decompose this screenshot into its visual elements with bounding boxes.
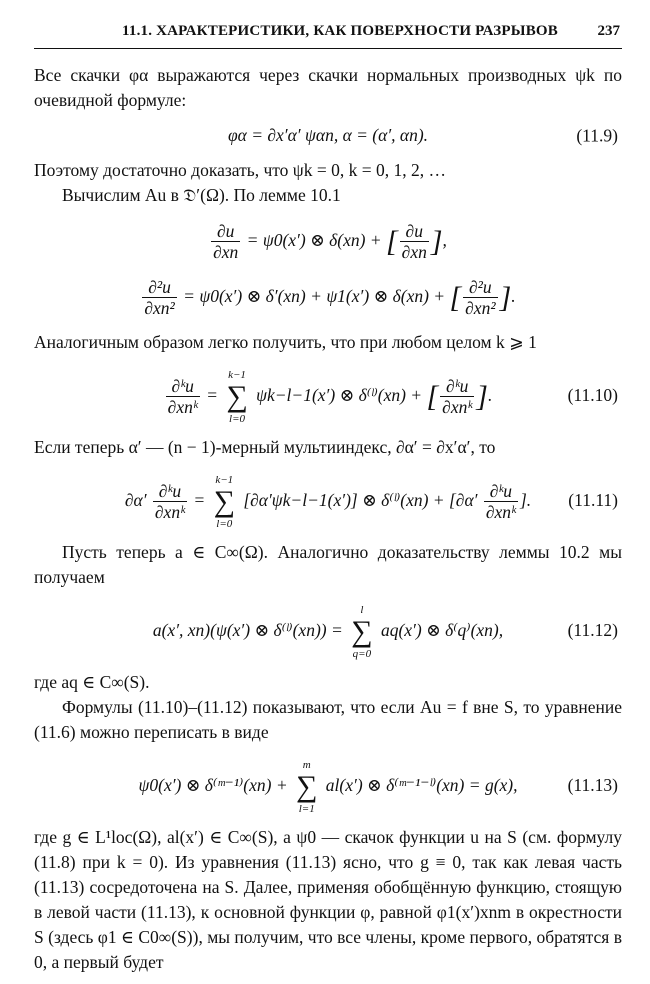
eq-11-12-sum-lower: q=0	[352, 647, 372, 660]
eq-11-13-sum-lower: l=1	[298, 802, 315, 815]
equation-11-11-tag: (11.11)	[568, 490, 618, 510]
du-bracket-denominator: ∂xn	[401, 242, 427, 263]
eq-11-11-lhs-fraction	[153, 481, 187, 522]
d2u-bracket-numerator: ∂²u	[463, 277, 497, 298]
paragraph-2: Поэтому достаточно доказать, что ψk = 0, k = 0, 1, 2, …	[34, 160, 446, 180]
eq-11-10-bracket-numerator: ∂ᵏu	[440, 376, 474, 397]
eq-11-10-sum	[226, 368, 247, 426]
eq-11-11-bracket-denominator: ∂xnᵏ	[485, 502, 516, 523]
eq-11-12-sum	[351, 603, 372, 661]
equation-du: $\frac{\partial u}{\partial xn}$ = ψ0(x′) ⊗ δ(xn) + [ $\frac{\partial u}{\partial xn}$ ],	[213, 221, 447, 263]
paragraph-3: Вычислим Au в 𝔇′(Ω). По лемме 10.1	[62, 185, 341, 205]
du-bracket-fraction	[400, 221, 429, 262]
eq-11-11-sum-lower: l=0	[216, 517, 233, 530]
d2u-lhs-denominator: ∂xn²	[144, 298, 175, 319]
d2u-rhs: = ψ0(x′) ⊗ δ′(xn) + ψ1(x′) ⊗ δ(xn) +	[183, 286, 450, 306]
paragraph-1: Все скачки φα выражаются через скачки нормальных производных ψk по очевидной формуле:	[34, 65, 622, 110]
eq-11-10-lhs-denominator: ∂xnᵏ	[167, 397, 198, 418]
paragraph-8: Формулы (11.10)–(11.12) показывают, что если Au = f вне S, то уравнение (11.6) можно переписать в виде	[34, 697, 622, 742]
eq-11-10-bracket-denominator: ∂xnᵏ	[442, 397, 473, 418]
eq-11-11-bracket-numerator: ∂ᵏu	[484, 481, 518, 502]
equation-11-13-tag: (11.13)	[567, 775, 618, 795]
d2u-tail: .	[511, 286, 516, 306]
eq-11-10-lhs-fraction	[166, 376, 200, 417]
eq-11-10-lhs-numerator: ∂ᵏu	[166, 376, 200, 397]
paragraph-7: где aq ∈ C∞(S).	[34, 672, 150, 692]
equation-11-9-tag: (11.9)	[576, 125, 618, 145]
eq-11-11-lhs-numerator: ∂ᵏu	[153, 481, 187, 502]
equation-11-10-tag: (11.10)	[567, 385, 618, 405]
du-lhs-fraction	[211, 221, 240, 262]
eq-11-10-bracket-fraction	[440, 376, 474, 417]
eq-11-13-sum	[296, 758, 317, 816]
eq-11-11-sum-upper: k−1	[215, 473, 234, 486]
running-header	[34, 22, 622, 49]
eq-11-12-lhs: a(x′, xn)(ψ(x′) ⊗ δ⁽ˡ⁾(xn)) =	[152, 620, 348, 640]
sigma-icon: ∑	[226, 379, 248, 413]
eq-11-10-sum-upper: k−1	[228, 368, 246, 381]
du-tail: ,	[442, 230, 447, 250]
eq-11-10-sum-lower: l=0	[229, 412, 246, 425]
eq-11-11-sum	[214, 473, 235, 531]
eq-11-12-body: aq(x′) ⊗ δ⁽q⁾(xn),	[380, 620, 504, 640]
eq-11-11-body: [∂α′ψk−l−1(x′)] ⊗ δ⁽ˡ⁾(xn) + [∂α′	[243, 490, 478, 510]
page-number: 237	[597, 23, 620, 39]
paragraph-5: Если теперь α′ — (n − 1)-мерный мультииндекс, ∂α′ = ∂x′α′, то	[34, 437, 496, 457]
eq-11-11-bracket-fraction	[484, 481, 518, 522]
eq-11-10-body: ψk−l−1(x′) ⊗ δ⁽ˡ⁾(xn) +	[256, 385, 427, 405]
eq-11-13-lhs: ψ0(x′) ⊗ δ⁽ᵐ⁻¹⁾(xn) +	[138, 775, 293, 795]
paragraph-4: Аналогичным образом легко получить, что при любом целом k ⩾ 1	[34, 332, 537, 352]
d2u-bracket-denominator: ∂xn²	[465, 298, 496, 319]
eq-11-11-lhs-operator: ∂α′	[124, 490, 147, 510]
eq-11-10-tail: .	[487, 385, 493, 405]
d2u-lhs-fraction	[142, 277, 176, 318]
d2u-bracket-fraction	[463, 277, 497, 318]
eq-11-12-sum-upper: l	[360, 603, 364, 616]
paragraph-6: Пусть теперь a ∈ C∞(Ω). Аналогично доказательству леммы 10.2 мы получаем	[34, 542, 622, 587]
equation-11-13	[34, 755, 622, 815]
sigma-icon: ∑	[351, 614, 373, 648]
equation-11-12	[34, 600, 622, 660]
eq-11-13-body: al(x′) ⊗ δ⁽ᵐ⁻¹⁻ˡ⁾(xn) = g(x),	[325, 775, 518, 795]
du-lhs-numerator: ∂u	[211, 221, 240, 242]
equation-11-12-tag: (11.12)	[567, 620, 618, 640]
du-lhs-denominator: ∂xn	[213, 242, 239, 263]
du-rhs: = ψ0(x′) ⊗ δ(xn) +	[246, 230, 386, 250]
equation-11-9	[34, 123, 622, 148]
sigma-icon: ∑	[296, 769, 318, 803]
equation-d2u: $\frac{\text{∂²u}}{\text{∂xn²}}$ = ψ0(x′) ⊗ δ′(xn) + ψ1(x′) ⊗ δ(xn) + [ $\frac{\text{∂²u}}{\text{∂xn²}}$ ].	[144, 277, 516, 319]
equation-11-10: $\frac{\text{∂ᵏu}}{\text{∂xnᵏ}}$ = k−1 ∑ l=0 ψk−l−1(x′) ⊗ δ⁽ˡ⁾(xn) + [ $\frac{\text{∂ᵏu}}{\text{∂xnᵏ}}$ ]. (11.10)	[34, 365, 622, 425]
eq-11-13-sum-upper: m	[302, 758, 311, 771]
equation-11-9-body: φα = ∂x′α′ ψαn, α = (α′, αn).	[227, 125, 429, 145]
paragraph-9: где g ∈ L¹loc(Ω), al(x′) ∈ C∞(S), а ψ0 — скачок функции u на S (см. формулу (11.8) при k = 0). Из уравнения (11.13) ясно, что g ≡ 0, так как левая часть (11.13) сосредоточена на S. Далее, применяя обобщённую функцию, стоящую в левой части (11.13), к основной функции φ, равной φ1(x′)xnm в окрестности S (здесь φ1 ∈ C0∞(S)), мы получим, что все члены, кроме первого, обратятся в 0, а первый будет	[34, 827, 622, 972]
header-title: 11.1. ХАРАКТЕРИСТИКИ, КАК ПОВЕРХНОСТИ РАЗРЫВОВ	[122, 23, 558, 39]
eq-11-11-lhs-denominator: ∂xnᵏ	[154, 502, 185, 523]
eq-11-11-tail: ].	[519, 490, 532, 510]
equation-11-11: ∂α′ $\frac{\text{∂ᵏu}}{\text{∂xnᵏ}}$ = k−1 ∑ l=0 [∂α′ψk−l−1(x′)] ⊗ δ⁽ˡ⁾(xn) + [∂α′ $\frac{\text{∂ᵏu}}{\text{∂xnᵏ}}$ ]. (11.11)	[34, 470, 622, 530]
du-bracket-numerator: ∂u	[400, 221, 429, 242]
d2u-lhs-numerator: ∂²u	[142, 277, 176, 298]
sigma-icon: ∑	[213, 484, 235, 518]
